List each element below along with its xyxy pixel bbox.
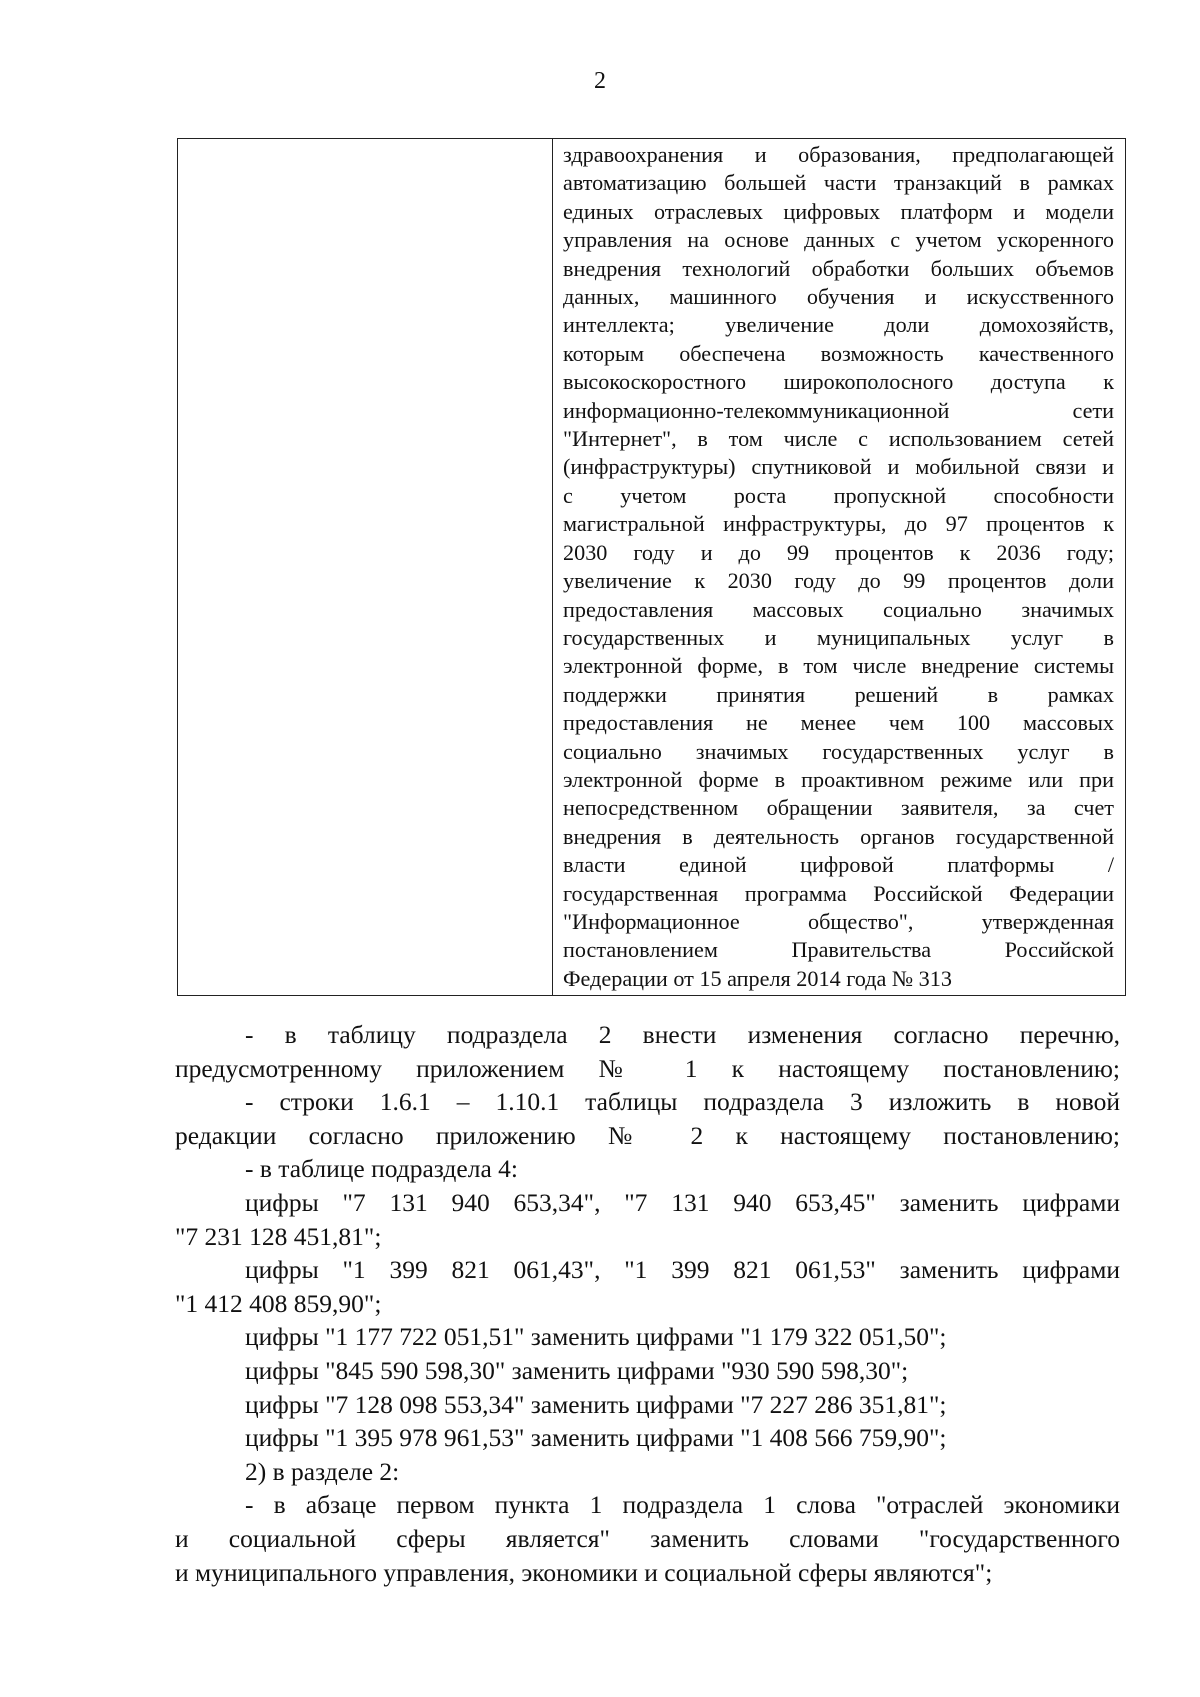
body-line: цифры "1 399 821 061,43", "1 399 821 061,53" заменить цифрами (245, 1255, 1120, 1285)
table-cell-line: единых отраслевых цифровых платформ и модели (563, 198, 1114, 224)
table-cell-line: внедрения в деятельность органов государственной (563, 823, 1114, 849)
table-cell-line: управления на основе данных с учетом ускоренного (563, 227, 1114, 253)
table-cell-line: интеллекта; увеличение доли домохозяйств, (563, 312, 1114, 338)
body-line: "1 412 408 859,90"; (175, 1288, 382, 1318)
page-number: 2 (594, 68, 606, 94)
body-line: 2) в разделе 2: (245, 1456, 400, 1486)
table-cell-line: электронной форме, в том числе внедрение системы (563, 653, 1114, 679)
table-cell-line: магистральной инфраструктуры, до 97 процентов к (563, 511, 1114, 537)
body-line: цифры "845 590 598,30" заменить цифрами "930 590 598,30"; (245, 1355, 909, 1385)
table-cell-line: предоставления не менее чем 100 массовых (563, 710, 1114, 736)
table-cell-line: государственных и муниципальных услуг в (563, 624, 1114, 650)
table-cell-line: поддержки принятия решений в рамках (563, 681, 1114, 707)
body-line: цифры "7 128 098 553,34" заменить цифрами "7 227 286 351,81"; (245, 1389, 947, 1419)
body-line: - в абзаце первом пункта 1 подраздела 1 слова "отраслей экономики (245, 1490, 1120, 1520)
body-line: цифры "1 395 978 961,53" заменить цифрами "1 408 566 759,90"; (245, 1423, 947, 1453)
body-line: - в таблицу подраздела 2 внести изменения согласно перечню, (245, 1020, 1120, 1049)
table-cell-line: внедрения технологий обработки больших объемов (563, 255, 1114, 281)
table-cell-line: данных, машинного обучения и искусственного (563, 284, 1114, 310)
table-cell-line: увеличение к 2030 году до 99 процентов доли (563, 568, 1114, 594)
table-cell-text (563, 141, 1114, 993)
table-cell-line: государственная программа Российской Федерации (563, 880, 1114, 906)
table-cell-line: социально значимых государственных услуг в (563, 738, 1114, 764)
body-line: - строки 1.6.1 – 1.10.1 таблицы подраздела 3 изложить в новой (245, 1087, 1120, 1117)
table-cell-line: автоматизацию большей части транзакций в рамках (563, 170, 1114, 196)
programs-table (177, 138, 1126, 996)
document-body (175, 1018, 1120, 1589)
body-line: цифры "7 131 940 653,34", "7 131 940 653,45" заменить цифрами (245, 1187, 1120, 1217)
body-line: предусмотренному приложением № 1 к настоящему постановлению; (175, 1053, 1120, 1083)
table-cell-line: непосредственном обращении заявителя, за счет (563, 795, 1114, 821)
body-line: "7 231 128 451,81"; (175, 1221, 382, 1251)
table-row (178, 139, 1126, 996)
body-line: и социальной сферы является" заменить словами "государственного (175, 1523, 1120, 1553)
body-line: редакции согласно приложению № 2 к настоящему постановлению; (175, 1120, 1120, 1150)
table-cell-line: здравоохранения и образования, предполагающей (563, 142, 1114, 167)
table-cell-line: информационно-телекоммуникационной сети (563, 397, 1114, 423)
table-cell-line: высокоскоростного широкополосного доступа к (563, 369, 1114, 395)
body-line: - в таблице подраздела 4: (245, 1154, 518, 1184)
table-cell-left (178, 139, 553, 996)
table-cell-line: постановлением Правительства Российской (563, 937, 1114, 963)
table-cell-line: "Информационное общество", утвержденная (563, 908, 1114, 934)
table-cell-line: которым обеспечена возможность качественного (563, 340, 1114, 366)
table-cell-line: предоставления массовых социально значимых (563, 596, 1114, 622)
table-cell-line: (инфраструктуры) спутниковой и мобильной связи и (563, 454, 1114, 480)
table-cell-line: Федерации от 15 апреля 2014 года № 313 (563, 965, 952, 991)
body-line: цифры "1 177 722 051,51" заменить цифрами "1 179 322 051,50"; (245, 1322, 947, 1352)
table-cell-line: "Интернет", в том числе с использованием сетей (563, 426, 1114, 452)
table-cell-line: власти единой цифровой платформы / (563, 852, 1114, 878)
table-cell-line: электронной форме в проактивном режиме или при (563, 766, 1114, 792)
body-line: и муниципального управления, экономики и социальной сферы являются"; (175, 1557, 993, 1587)
table-cell-line: 2030 году и до 99 процентов к 2036 году; (563, 539, 1114, 565)
table-cell-line: с учетом роста пропускной способности (563, 482, 1114, 508)
table-cell-right (553, 139, 1126, 996)
